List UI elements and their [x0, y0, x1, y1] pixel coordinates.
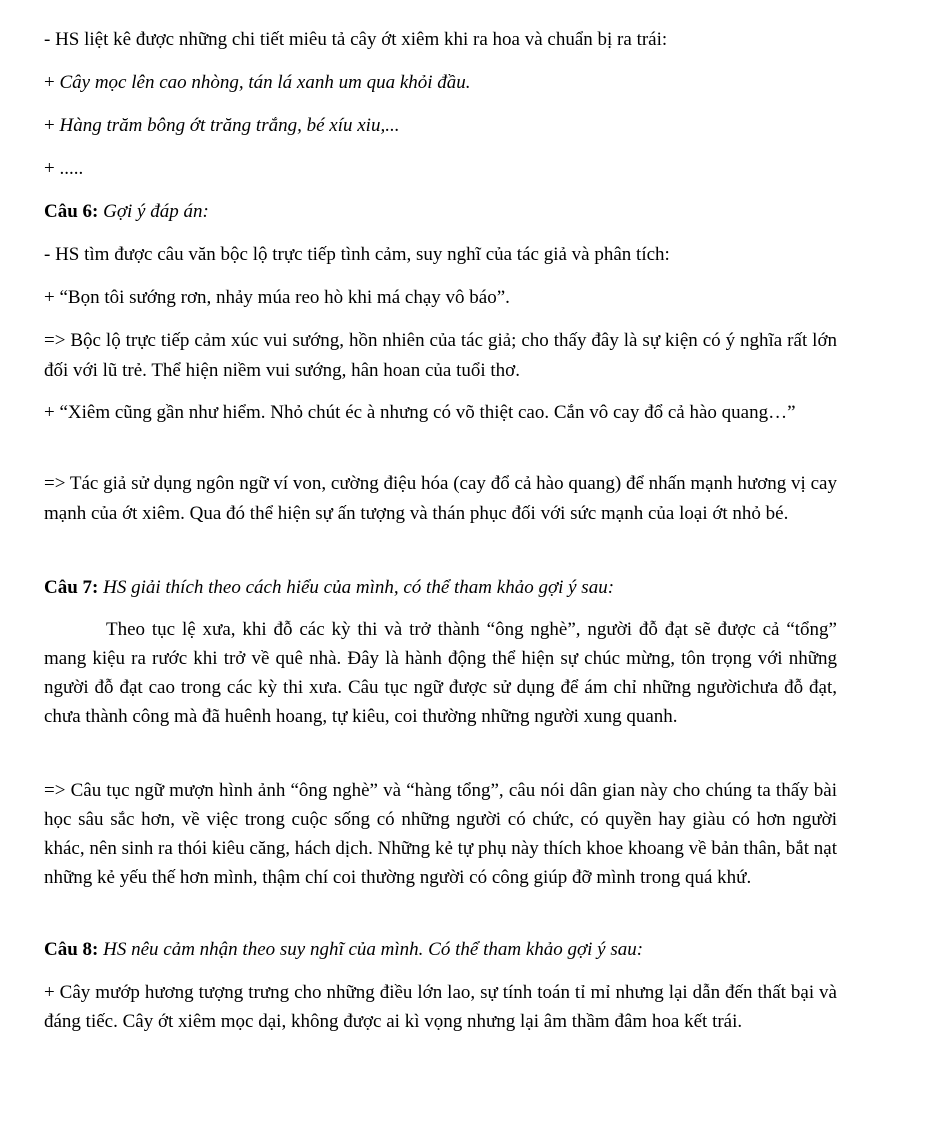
section6-heading	[44, 201, 209, 223]
section5-bullet	[44, 158, 83, 180]
section7-paragraph: Theo tục lệ xưa, khi đỗ các kỳ thi và trở thành “ông nghè”, người đỗ đạt sẽ được cả “tổng” mang kiệu ra rước khi trở về quê nhà. Đây là hành động thể hiện sự chúc mừng, tôn trọng với những người đỗ đạt cao trong các kỳ thi xưa. Câu tục ngữ được sử dụng để ám chỉ những ngườichưa đỗ đạt, chưa thành công mà đã huênh hoang, tự kiêu, coi thường những người xung quanh.	[44, 619, 837, 727]
question-label: Câu 6:	[44, 201, 99, 222]
section5-intro: - HS liệt kê được những chi tiết miêu tả cây ớt xiêm khi ra hoa và chuẩn bị ra trái:	[44, 29, 668, 50]
section7-conclusion: => Câu tục ngữ mượn hình ảnh “ông nghè” và “hàng tổng”, câu nói dân gian này cho chúng ta thấy bài học sâu sắc hơn, về việc trong cuộc sống có những người có chức, có quyền hay giàu có hơn người khác, nên sinh ra thói kiêu căng, hách dịch. Những kẻ tự phụ này thích khoe khoang về bản thân, bắt nạt những kẻ yếu thế hơn mình, thậm chí coi thường người có công giúp đỡ mình trong quá khứ.	[44, 780, 837, 888]
question-label: Câu 7:	[44, 577, 99, 598]
question-hint: HS giải thích theo cách hiểu của mình, có thể tham khảo gợi ý sau:	[98, 577, 615, 598]
section6-analysis: => Bộc lộ trực tiếp cảm xúc vui sướng, hồn nhiên của tác giả; cho thấy đây là sự kiện có ý nghĩa rất lớn đối với lũ trẻ. Thể hiện niềm vui sướng, hân hoan của tuổi thơ.	[44, 330, 837, 381]
section6-quote: + “Bọn tôi sướng rơn, nhảy múa reo hò khi má chạy vô báo”.	[44, 287, 510, 308]
section8-paragraph: + Cây mướp hương tượng trưng cho những điều lớn lao, sự tính toán tỉ mỉ nhưng lại dẫn đến thất bại và đáng tiếc. Cây ớt xiêm mọc dại, không được ai kì vọng nhưng lại âm thầm đâm hoa kết trái.	[44, 982, 837, 1032]
section8-heading	[44, 939, 643, 961]
question-hint: Gợi ý đáp án:	[98, 201, 209, 222]
bullet-prefix: +	[44, 115, 60, 136]
bullet-text: Hàng trăm bông ớt trăng trắng, bé xíu xiu,...	[59, 115, 400, 136]
bullet-prefix: +	[44, 72, 60, 93]
section6-analysis: => Tác giả sử dụng ngôn ngữ ví von, cường điệu hóa (cay đổ cả hào quang) để nhấn mạnh hương vị cay mạnh của ớt xiêm. Qua đó thể hiện sự ấn tượng và thán phục đối với sức mạnh của loại ớt nhỏ bé.	[44, 473, 837, 524]
question-hint: HS nêu cảm nhận theo suy nghĩ của mình. Có thể tham khảo gợi ý sau:	[98, 939, 644, 960]
section7-heading	[44, 577, 614, 599]
bullet-text: .....	[59, 158, 84, 179]
question-label: Câu 8:	[44, 939, 99, 960]
section6-intro: - HS tìm được câu văn bộc lộ trực tiếp tình cảm, suy nghĩ của tác giả và phân tích:	[44, 244, 670, 265]
section5-bullet	[44, 115, 399, 137]
section6-quote: + “Xiêm cũng gần như hiểm. Nhỏ chút éc à nhưng có võ thiệt cao. Cắn vô cay đổ cả hào quang…”	[44, 402, 796, 423]
bullet-prefix: +	[44, 158, 60, 179]
section5-bullet	[44, 72, 471, 94]
bullet-text: Cây mọc lên cao nhòng, tán lá xanh um qua khỏi đầu.	[59, 72, 471, 93]
